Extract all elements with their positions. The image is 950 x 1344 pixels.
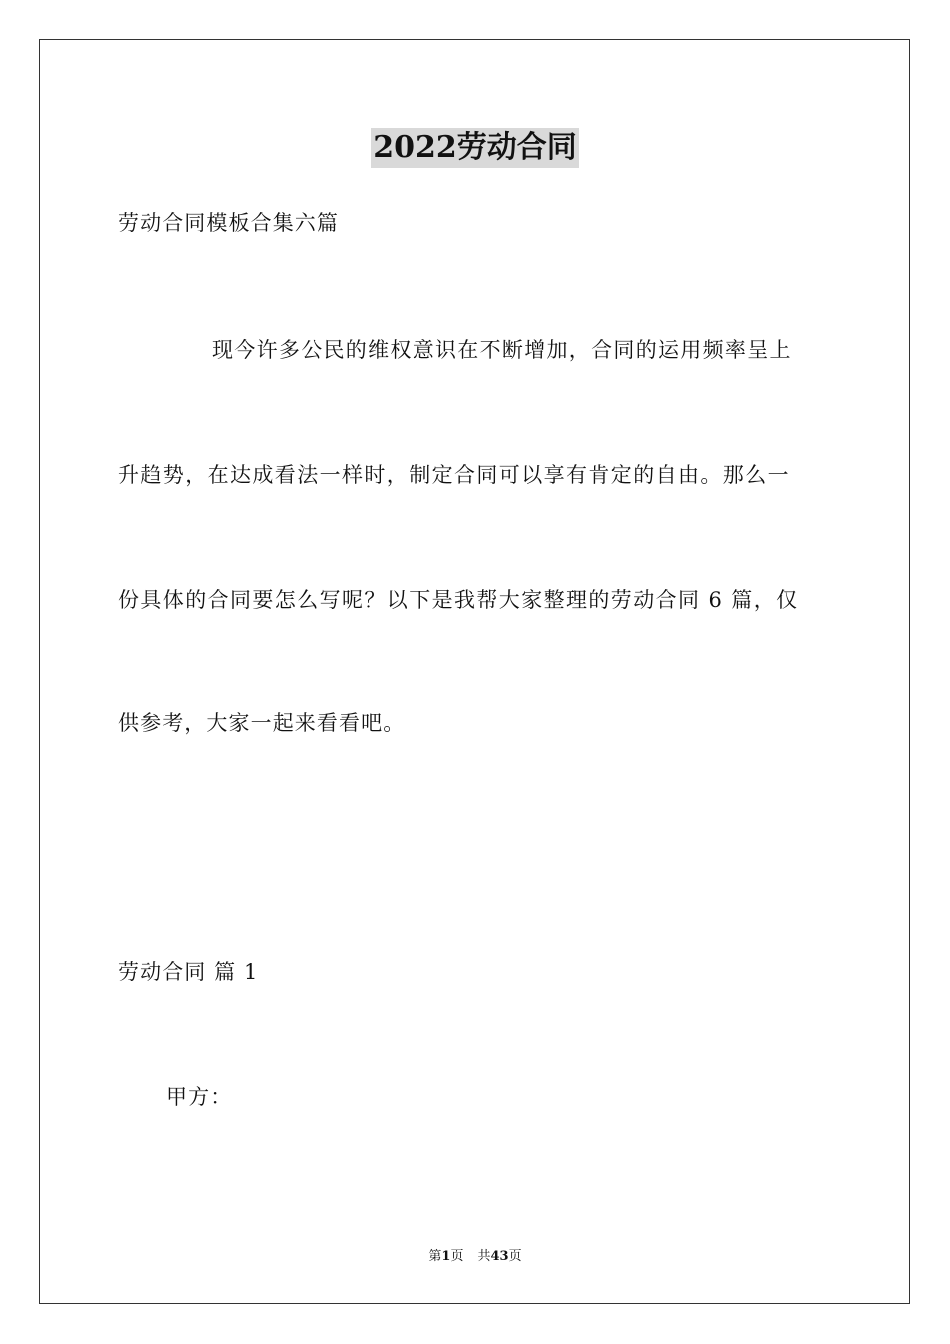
footer-total-prefix: 共: [477, 1249, 491, 1264]
document-title-wrapper: [0, 128, 950, 168]
party-a-label: 甲方：: [166, 1085, 233, 1109]
paragraph-line-4: 供参考，大家一起来看看吧。: [118, 711, 406, 735]
document-title: 2022劳动合同: [371, 128, 579, 168]
paragraph-line-3: 份具体的合同要怎么写呢？以下是我帮大家整理的劳动合同 6 篇，仅: [118, 588, 799, 612]
paragraph-line-2: 升趋势，在达成看法一样时，制定合同可以享有肯定的自由。那么一: [118, 463, 790, 487]
footer-page-total: 43: [490, 1249, 509, 1264]
paragraph-line-1: 现今许多公民的维权意识在不断增加，合同的运用频率呈上: [212, 338, 792, 362]
footer-total-suffix: 页: [508, 1249, 522, 1264]
section-heading: 劳动合同 篇 1: [118, 960, 259, 984]
footer-page-current: 1: [441, 1249, 451, 1264]
page-footer: [0, 1248, 950, 1266]
document-subtitle: 劳动合同模板合集六篇: [118, 211, 339, 235]
footer-page-suffix: 页: [450, 1249, 464, 1264]
footer-page-prefix: 第: [428, 1249, 442, 1264]
